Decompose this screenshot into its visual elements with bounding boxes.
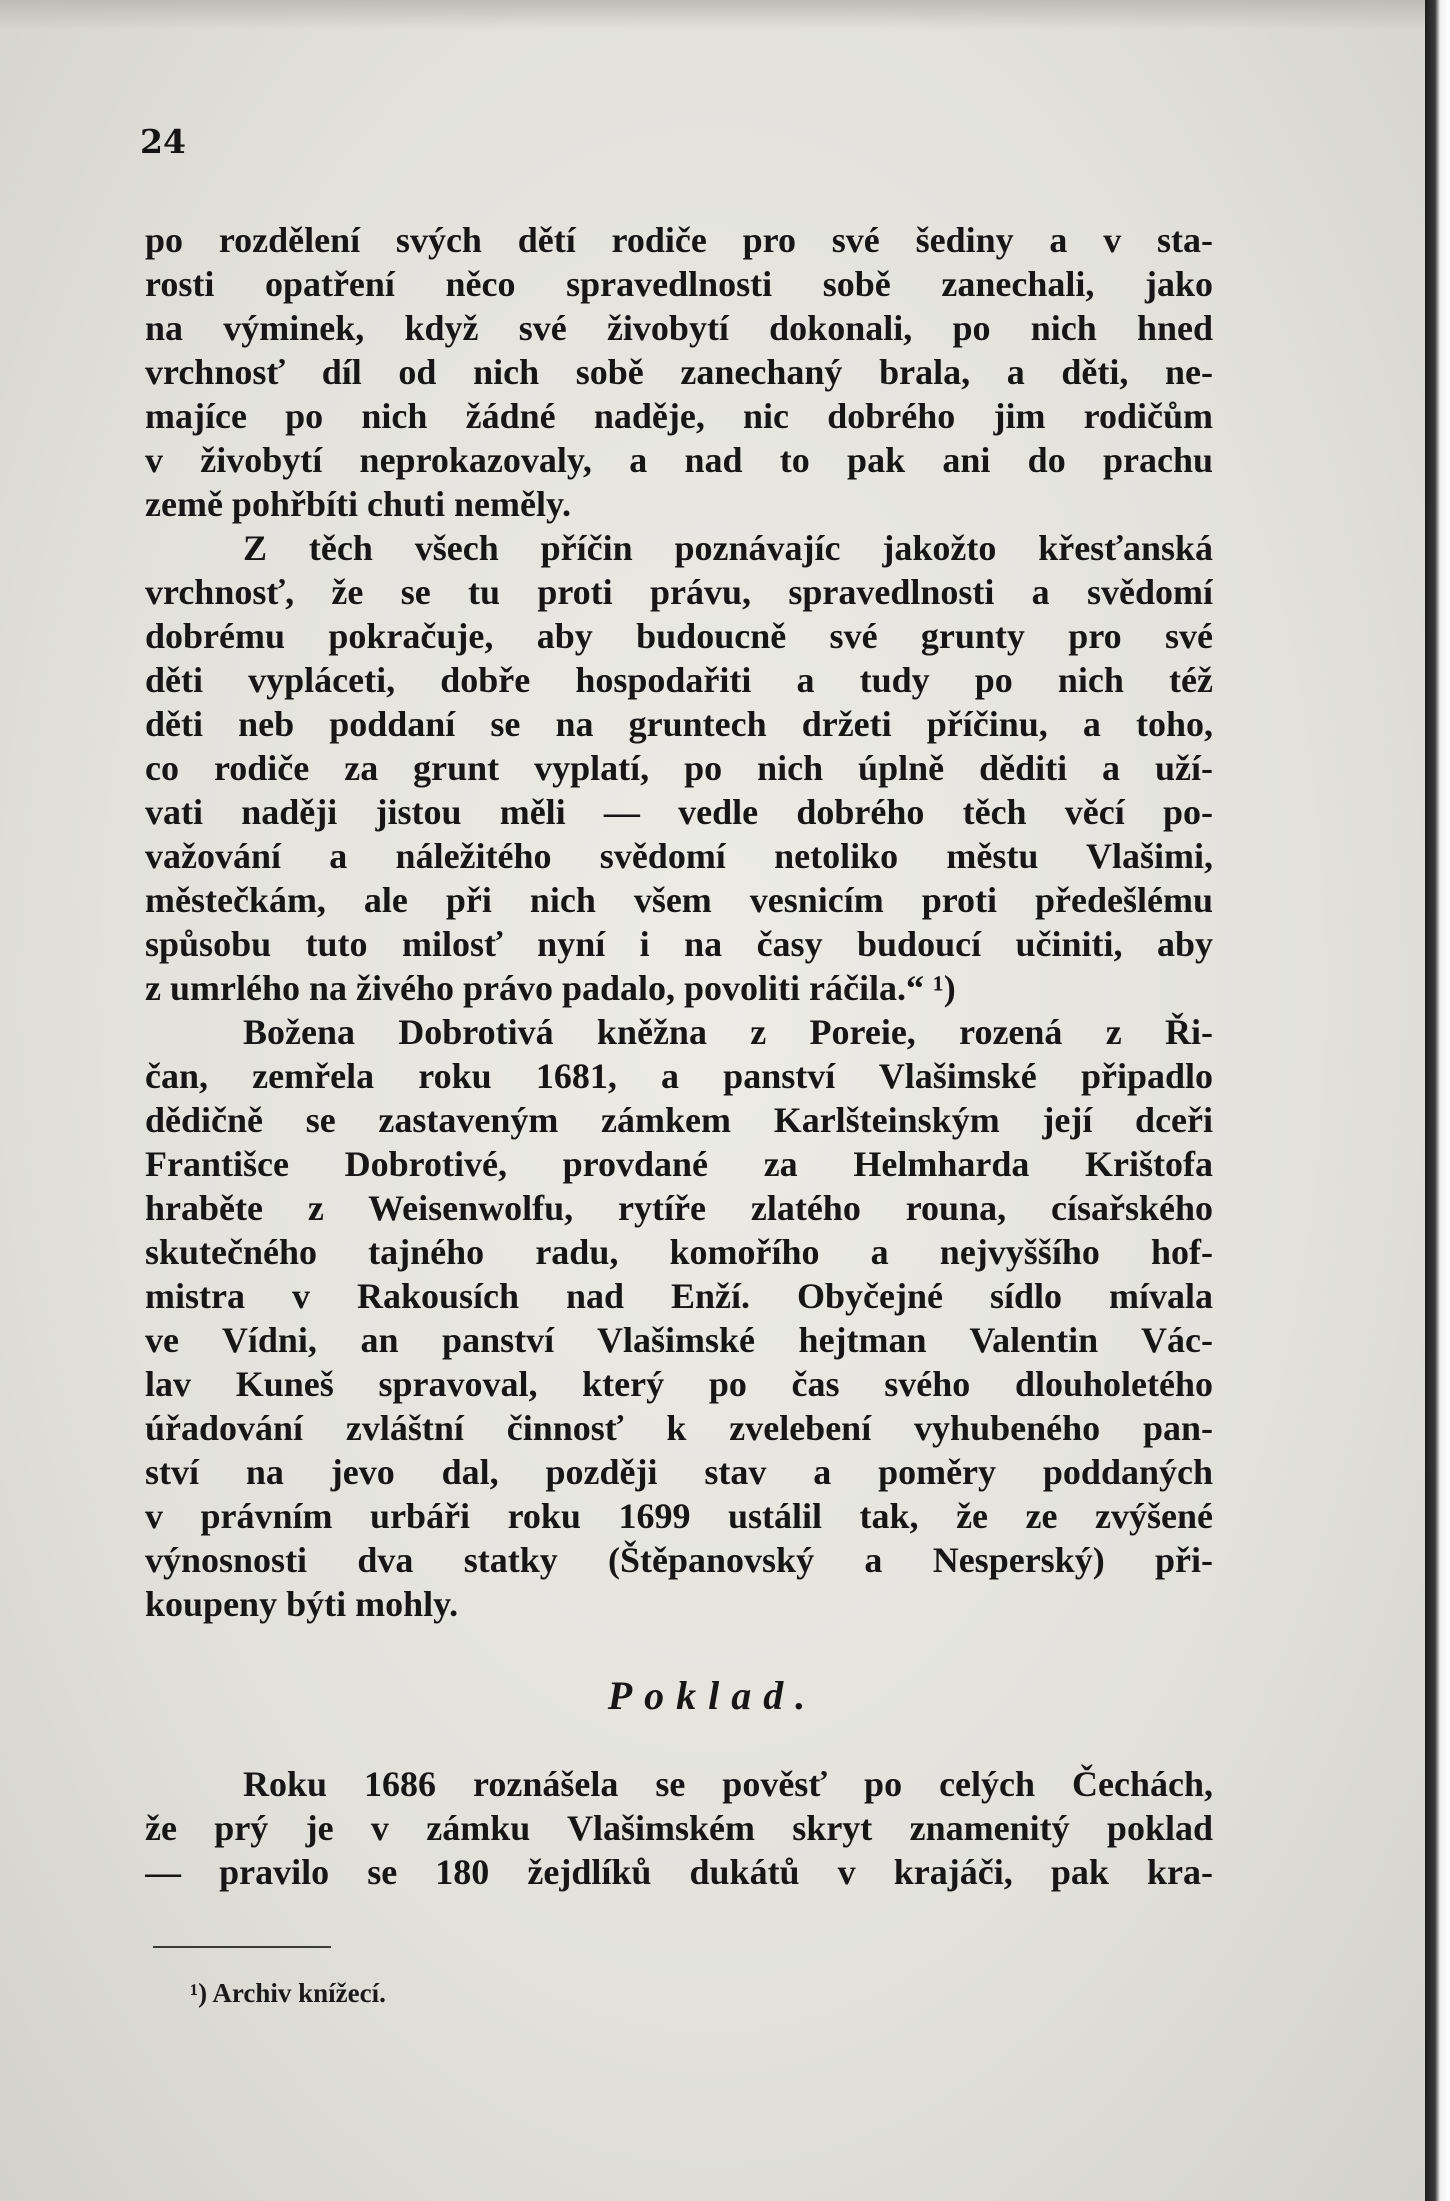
text-line: skutečného tajného radu, komořího a nejvyššího hof- [145, 1232, 1213, 1272]
text-line: vrchnosť, že se tu proti právu, spravedlnosti a svědomí [145, 572, 1213, 612]
text-line: úřadování zvláštní činnosť k zvelebení vyhubeného pan- [145, 1408, 1213, 1448]
text-line: že prý je v zámku Vlašimském skryt znamenitý poklad [145, 1808, 1213, 1848]
text-line: ství na jevo dal, později stav a poměry poddaných [145, 1452, 1213, 1492]
page-number: 24 [140, 122, 186, 161]
text-line: na výminek, když své živobytí dokonali, po nich hned [145, 308, 1213, 348]
text-line: Božena Dobrotivá kněžna z Poreie, rozená z Ři- [243, 1012, 1213, 1052]
text-line: čan, zemřela roku 1681, a panství Vlašimské připadlo [145, 1056, 1213, 1096]
text-line: vati naději jistou měli — vedle dobrého těch věcí po- [145, 792, 1213, 832]
text-line: vrchnosť díl od nich sobě zanechaný brala, a děti, ne- [145, 352, 1213, 392]
text-line: važování a náležitého svědomí netoliko městu Vlašimi, [145, 836, 1213, 876]
text-line: v živobytí neprokazovaly, a nad to pak ani do prachu [145, 440, 1213, 480]
text-line: Roku 1686 roznášela se pověsť po celých Čechách, [243, 1764, 1213, 1804]
text-line: ve Vídni, an panství Vlašimské hejtman Valentin Vác- [145, 1320, 1213, 1360]
section-heading: Poklad. [607, 1673, 818, 1718]
text-line: země pohřbíti chuti neměly. [145, 484, 571, 524]
text-line: dědičně se zastaveným zámkem Karlšteinským její dceři [145, 1100, 1213, 1140]
scan-edge [1425, 0, 1450, 2201]
text-line: dobrému pokračuje, aby budoucně své grunty pro své [145, 616, 1213, 656]
text-line: — pravilo se 180 žejdlíků dukátů v krajáči, pak kra- [145, 1852, 1213, 1892]
text-line: v právním urbáři roku 1699 ustálil tak, že ze zvýšené [145, 1496, 1213, 1536]
text-line: děti neb poddaní se na gruntech držeti příčinu, a toho, [145, 704, 1213, 744]
text-line: Z těch všech příčin poznávajíc jakožto křesťanská [243, 528, 1213, 568]
text-line: městečkám, ale při nich všem vesnicím proti předešlému [145, 880, 1213, 920]
text-line: rosti opatření něco spravedlnosti sobě zanechali, jako [145, 264, 1213, 304]
text-line: lav Kuneš spravoval, který po čas svého dlouholetého [145, 1364, 1213, 1404]
text-line: Františce Dobrotivé, provdané za Helmharda Krištofa [145, 1144, 1213, 1184]
text-line: co rodiče za grunt vyplatí, po nich úplně děditi a uží- [145, 748, 1213, 788]
footnote-rule [153, 1946, 331, 1948]
text-line: majíce po nich žádné naděje, nic dobrého jim rodičům [145, 396, 1213, 436]
text-line: spůsobu tuto milosť nyní i na časy budoucí učiniti, aby [145, 924, 1213, 964]
page-top-shadow [0, 0, 1425, 30]
text-line: z umrlého na živého právo padalo, povoliti ráčila.“ ¹) [145, 968, 956, 1008]
text-line: mistra v Rakousích nad Enží. Obyčejné sídlo mívala [145, 1276, 1213, 1316]
text-line: hraběte z Weisenwolfu, rytíře zlatého rouna, císařského [145, 1188, 1213, 1228]
text-line: po rozdělení svých dětí rodiče pro své šediny a v sta- [145, 220, 1213, 260]
footnote: ¹) Archiv knížecí. [190, 1978, 386, 2008]
text-line: koupeny býti mohly. [145, 1584, 459, 1624]
text-line: děti vypláceti, dobře hospodařiti a tudy po nich též [145, 660, 1213, 700]
text-line: výnosnosti dva statky (Štěpanovský a Nesperský) při- [145, 1540, 1213, 1580]
